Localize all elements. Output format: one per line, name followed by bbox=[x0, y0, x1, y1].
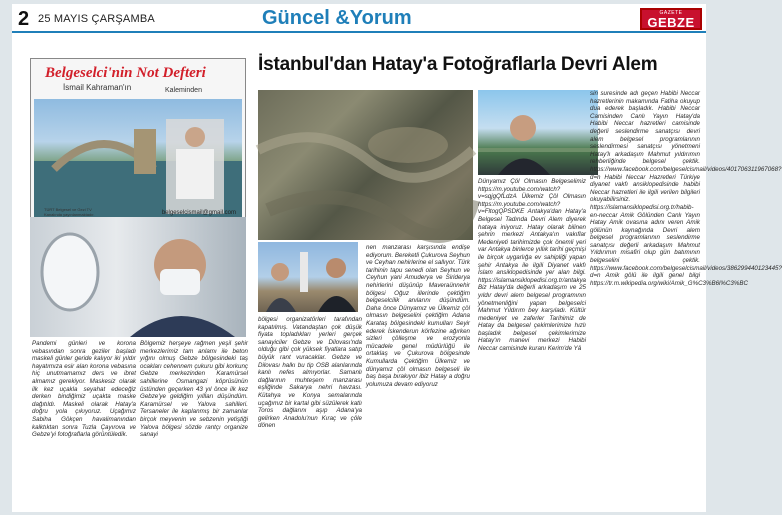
column-email: belgeselcismail@gmail.com bbox=[161, 210, 236, 216]
column-caption: TÜRT Belgesel ve Gezi TV Kanalında yayınlanmaktadır. bbox=[44, 207, 95, 217]
page-number: 2 bbox=[18, 8, 30, 30]
two-men-photo bbox=[258, 242, 358, 312]
logo-small-text: GAZETE bbox=[659, 10, 683, 16]
airplane-cabin-photo bbox=[30, 217, 246, 337]
bridge-illustration bbox=[34, 99, 242, 221]
article-column-4 bbox=[366, 244, 470, 510]
header-rule bbox=[12, 31, 706, 33]
section-title: Güncel &Yorum bbox=[262, 7, 412, 29]
article-headline: İstanbul'dan Hatay'a Fotoğraflarla Devri Alem bbox=[258, 54, 658, 75]
portrait-photo bbox=[478, 90, 598, 175]
column-2-text: Bölgemiz herşeye rağmen yeşil şehir merkezlerimiz tam anlamı ile beton yığını olmuş Gebze bölgesindeki taş ocakları cehennem çukuru gibi korkunç Gebze merkezinden Karamürsel sahillerine Osmangazi köprüsünün üstünden geçerken 43 yıl önce ilk kez Gebze'ye geldiğim yıllları düşündüm. Karamürsel ve Yalova sahilleri. Tersaneler ile kaplanmış bir zamanlar birçok meyvenin ve sebzenin yetiştiği Yalova bölgesi sözde rantçı organize sanayi bbox=[140, 340, 248, 439]
aerial-illustration bbox=[258, 90, 473, 240]
article-column-3 bbox=[258, 316, 362, 510]
article-column-2 bbox=[140, 340, 248, 510]
column-6-text: sin suresinde adı geçen Habibi Neccar hazretlerinin makamında Fatiha okuyup dua ederek başladık. Habibi Neccar Camisinden Canlı Yayın Hatay'da Habibi Neccar hazretleri camisinde değerli seslendirme sanatçısı devri alem belgesel programlarının seslendirmesi sanatçısı yönetmeni Hatay'lı arkadaşım Mahmut yıldırımın rehberliğinde belgesel çektik. https://www.facebook.com/belgeselcismail/videos/401706311967068?d=n Habibi Neccar Hazretleri Türkiye diyanet vakfı ansiklopedisinde habibi Neccar hazretleri ile ilgili verilen bilgileri okuyabilirsiniz. https://islamansiklopedisi.org.tr/habib-en-neccar Amik Gölünden Canlı Yayın Hatay Amik ovasına adını veren Amik gölünün kaynağında Devri alem belgesel programlarının seslendirme sanatçısı değerli arkadaşım Mahmut Yıldırımın misafiri olup gün batımının belgeselini çektik. https://www.facebook.com/belgeselcismail/videos/386299440123445?d=n Amik gölü ile ilgili genel bilgi https://tr.m.wikipedia.org/wiki/Amik_G%C3%B6l%C3%BC bbox=[590, 90, 782, 287]
column-5-text: Dünyamız Çöl Olmasın Belgeselimiz https://m.youtube.com/watch?v=sqjgQfLdzA Ülkemiz Çöl Olmasın https://m.youtube.com/watch?v=FltogQPSDKE Antakya'dan Hatay'a Belgesel Tadında Devri Alem diyerek hatayа iniyoruz. Hatay olarak bilinen şehrin merkezi Antakya'ın vakıflar Medeniyeti tarihimizde çok önemli yeri var Antakya binlerce yıllık tarihi geçmişi ile birçok uygarlığa ev sahipliği yapan şehir Antakya ile ilgili Diyanet vakfı İslam ansiklopedisinde yer alan bilgi. https://islamansiklopedisi.org.tr/antakya Biz Hatay'da değerli arkadaşım ve 25 yıldır devri alem belgesel programının yönetmenliğini yapan belgeselci Mahmut Yıldırım bey karşıladı. Kültür medeniyet ve zaferler Tarihimiz de Hatay da belgesel çekimlerimize hızlı başladık belgesel çekimlerimize Hatay'ın manevi merkezi Habibi Neccar camisinde kuranı Kerim'de Yâ bbox=[478, 178, 586, 353]
column-3-text: bölgesi organizatörleri tarafından kapatılmış. Vatandaştan çok düşük fiyata topladıkları yerleri gerçek sanayiciler Gebze ve Dilovası'nda olduğu gibi çok yüksek fiyatlara satıp büyük rant vuracaklar. Gebze ve Dilovası halkı bu tip OSB alanlarında kanlı nefes almıyorlar. Samanlı dağlarının muhteşem manzarası eşliğinde Sakarya nehri havzası. Kütahya ve Konya semalarında uçağımız bir kartal gibi süzülerek katlı Toros dağlarını aşıp Adana'ya gelirken Anadolu'nun Kıraç ve çöle dönen bbox=[258, 316, 362, 430]
column-title: Belgeselci'nin Not Defteri bbox=[45, 65, 206, 81]
issue-date: 25 MAYIS ÇARŞAMBA bbox=[38, 13, 155, 25]
aerial-photo bbox=[258, 90, 473, 240]
article-column-6 bbox=[590, 90, 782, 510]
newspaper-page bbox=[12, 4, 782, 512]
column-author-sub: Kaleminden bbox=[165, 87, 202, 94]
bridge-photo bbox=[34, 99, 242, 221]
logo-big-text: GEBZE bbox=[647, 15, 695, 30]
column-header-box bbox=[30, 58, 246, 223]
article-column-1 bbox=[32, 340, 136, 510]
column-4-text: nen manzarası karşısında endişe ediyorum. Bereketli Çukurova Seyhun ve Ceyhan nehirlerine el sallıyor. Türk tarihinin tapu senedi olan Seyhun ve Ceyhun yani Amuderya ve Sirideryа nehirlerini düşünüp Maveraünnehir bölgesi Oğuz illerinde çektiğim belgeselcilik anılarını düşündüm. Daha önce Dünyamız ve Ülkemiz çöl olmasın belgeselini çektiğim Adana Karataş bölgesindeki kumulları Seyir ederek İskenderun körfezine ağırken sizleri çölleşme ve erozyonla mücadele genel müdürlüğü ile ortaklaş ve Çukurova bölgesinde Kumullarda Çektiğim Ülkemiz ve dünyamız çöl olmasın belgeseli ile baş başa bırakıyor ibiz Hatay a doğru yolumuza devam ediyoruz bbox=[366, 244, 470, 388]
portrait-illustration bbox=[478, 90, 598, 175]
two-men-illustration bbox=[258, 242, 358, 312]
column-author: İsmail Kahraman'ın bbox=[63, 83, 132, 92]
column-1-text: Pandemi günleri ve korona vebasından sonra geziler başladı maskeli günler geride kalıyor iki yıldır hayatımıza esir alan korona vebasına hiç unutmamamız ders ve ibret almamız gerekiyor. Maskesiz olarak ilk kez uçakla seyahat edeceğiz derken bindiğimiz uçakta maske dağıtıldı. Maskeli olarak Hatay'a doğru yola çıkıyoruz. Uçağımız Sabiha Gökçen havalimanından kalktıktan sonra Tuzla Çayırova ve Gebze'yi fotoğraflarla görüntüledik. bbox=[32, 340, 136, 439]
column-masthead bbox=[41, 63, 221, 95]
article-column-5 bbox=[478, 178, 586, 510]
airplane-illustration bbox=[30, 217, 246, 337]
gazete-gebze-logo bbox=[640, 8, 702, 30]
